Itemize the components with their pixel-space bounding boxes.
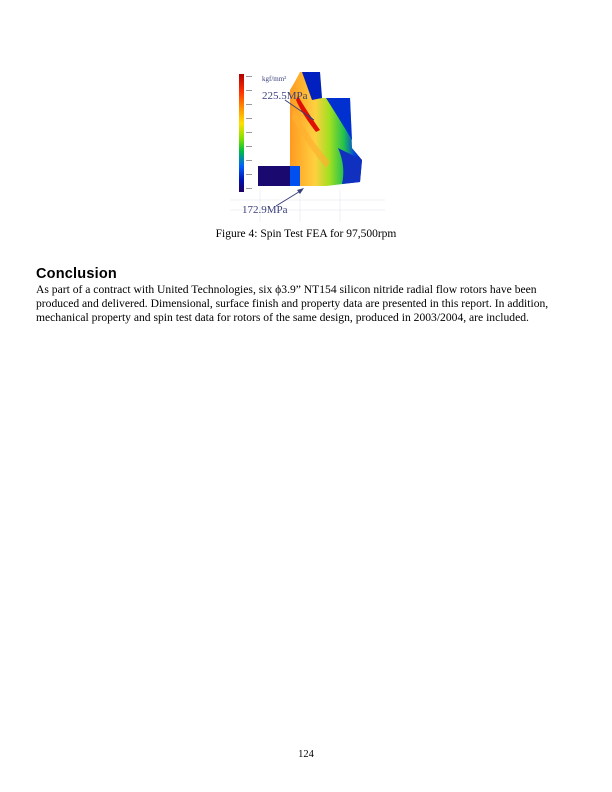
- min-stress-label: 172.9MPa: [242, 204, 288, 216]
- paragraph-line: As part of a contract with United Technologies, six ϕ3.9” NT154 silicon nitride radial flow rotors have been: [36, 283, 537, 296]
- fea-stress-figure: [230, 70, 385, 222]
- page-number: 124: [298, 749, 314, 760]
- paragraph-line: produced and delivered. Dimensional, surface finish and property data are presented in this report. In addition,: [36, 297, 549, 310]
- figure-caption: Figure 4: Spin Test FEA for 97,500rpm: [215, 228, 397, 240]
- section-heading: Conclusion: [36, 266, 117, 282]
- stress-unit-label: kgf/mm²: [262, 75, 287, 83]
- max-stress-label: 225.5MPa: [262, 90, 308, 102]
- paragraph-line: mechanical property and spin test data for rotors of the same design, produced in 2003/2004, are included.: [36, 311, 529, 324]
